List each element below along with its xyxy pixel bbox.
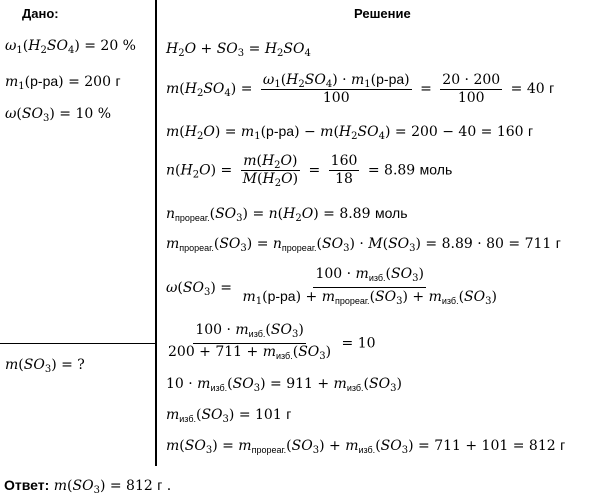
mass-h2so4-line: $m(H_2SO_4)$ = $\frac{\omega_1(H_2SO_4) \cdot m_1(р-ра)}{100}$ = $\frac{20 \cdot 200}{100}$ = 40 г (166, 71, 555, 106)
mass-reacted-line: $m_{прореаг.}(SO_3) = n_{прореаг.}(SO_3) \cdot M(SO_3) = 8.89 \cdot 80 = 711$ г (166, 235, 561, 254)
given-m1: $m_1(р-ра) = 200$ г (5, 73, 121, 92)
vertical-divider (155, 0, 157, 466)
answer-line: Ответ: $m(SO_3) = 812$ г . (4, 477, 172, 496)
find-m-so3: $m(SO_3)$ = ? (5, 357, 85, 375)
mass-fraction-line: $\omega(SO_3)$ = $\frac{100 \cdot m_{изб.}(SO_3)}{m_1(р-ра) + m_{прореаг.}(SO_3) + m_{изб.}(SO_3)}$ (166, 266, 497, 307)
moles-reacted-line: $n_{прореаг.}(SO_3) = n(H_2O) = 8.89$ моль (166, 205, 408, 224)
given-w1-value: 20 % (100, 38, 136, 54)
header-given: Дано: (22, 6, 59, 21)
mass-excess-line: $m_{изб.}(SO_3) = 101$ г (166, 406, 292, 425)
answer-label: Ответ: (4, 477, 50, 493)
horizontal-divider (0, 343, 155, 344)
total-mass-line: $m(SO_3) = m_{прореаг.}(SO_3) + m_{изб.}(SO_3) = 711 + 101 = 812$ г (166, 437, 566, 456)
answer-value: 812 (126, 478, 153, 494)
given-w-so3: $\omega(SO_3) = 10$ % (5, 106, 112, 124)
linear-equation-line: $10 \cdot m_{изб.}(SO_3) = 911 + m_{изб.}(SO_3)$ (166, 376, 402, 394)
mass-h2o-line: $m(H_2O) = m_1(р-ра) - m(H_2SO_4) = 200 - 40 = 160$ г (166, 123, 534, 142)
given-w1: $\omega_1(H_2SO_4) = 20$ % (5, 38, 136, 56)
reaction-equation: $H_2O + SO_3 = H_2SO_4$ (166, 41, 311, 59)
equation-line: $\frac{100 \cdot m_{изб.}(SO_3)}{200 + 711 + m_{изб.}(SO_3)}$ = 10 (168, 322, 376, 362)
header-solution: Решение (354, 6, 411, 21)
moles-h2o-line: $n(H_2O)$ = $\frac{m(H_2O)}{M(H_2O)}$ = $\frac{160}{18}$ = 8.89 моль (166, 153, 453, 189)
